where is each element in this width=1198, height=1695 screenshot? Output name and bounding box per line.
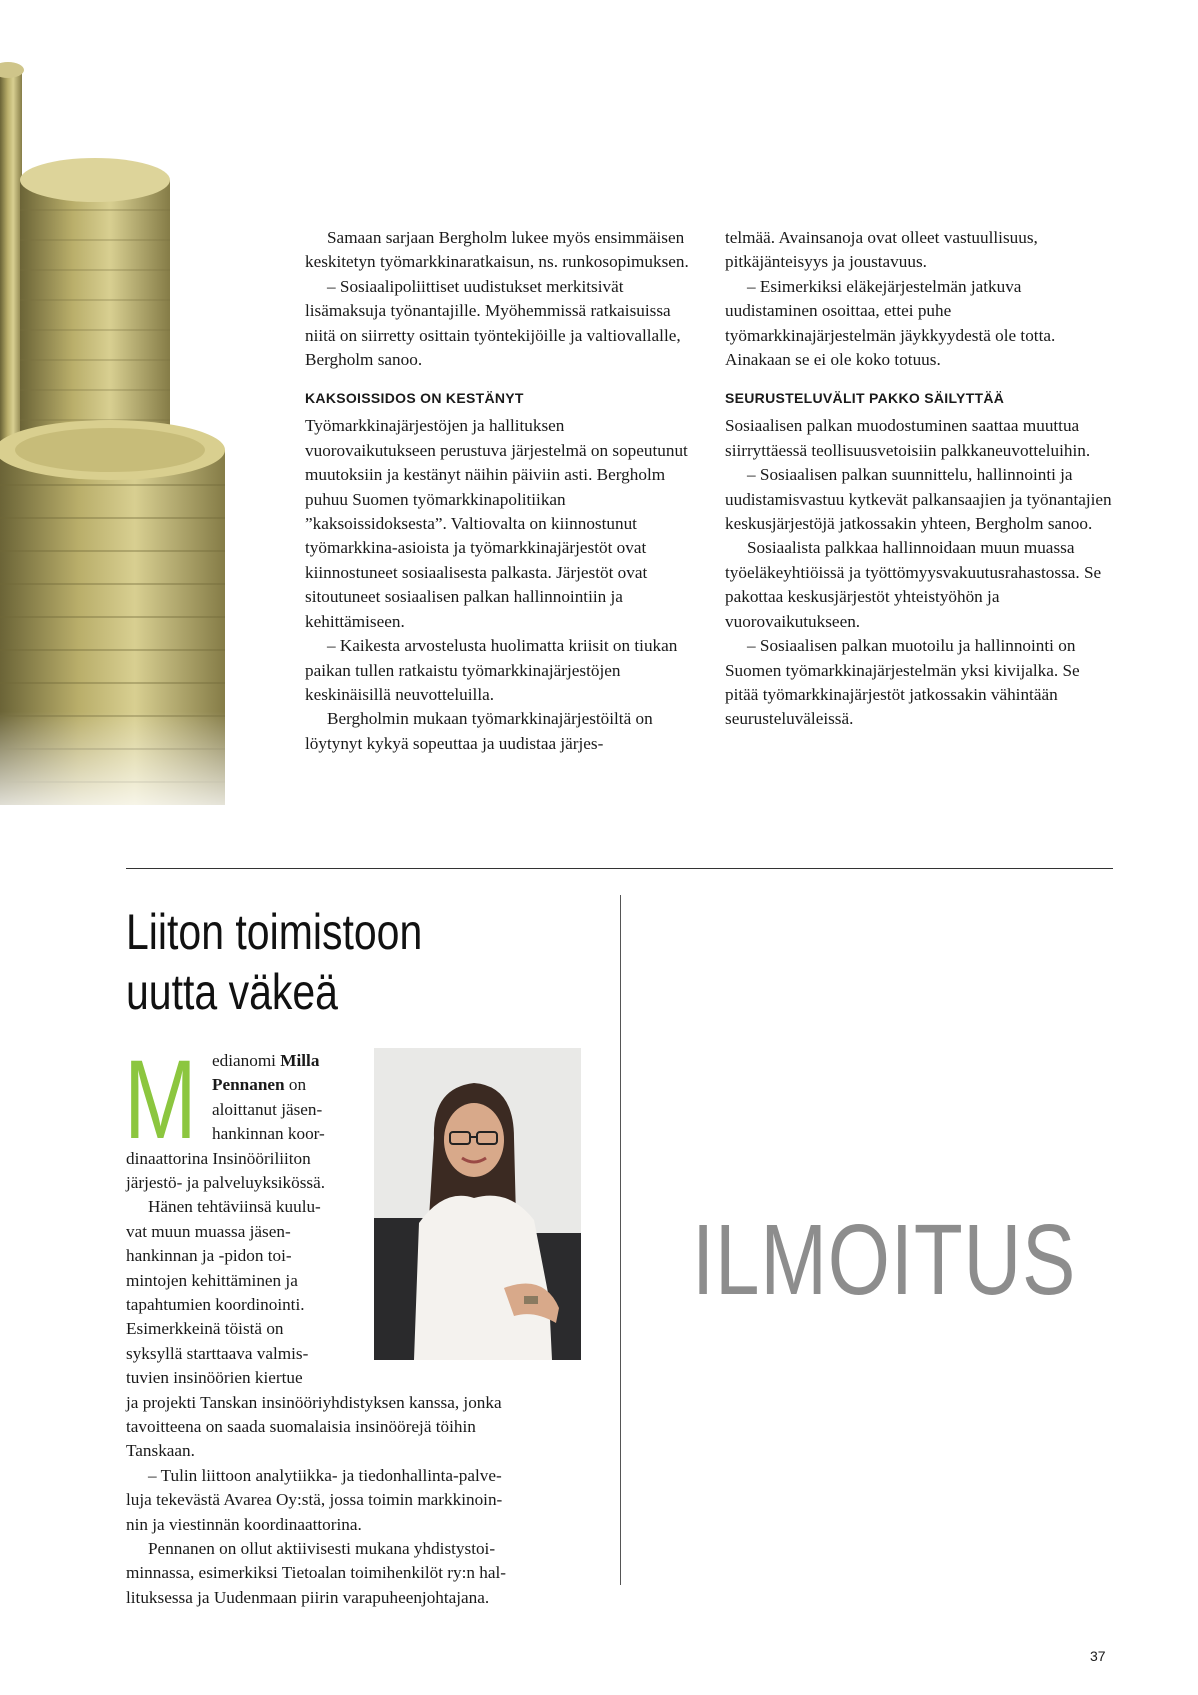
person-name: Milla — [280, 1051, 320, 1070]
subheading: SEURUSTELUVÄLIT PAKKO SÄILYTTÄÄ — [725, 390, 1005, 407]
column-divider — [620, 895, 621, 1585]
text-line: hankinnan koor- — [212, 1124, 325, 1144]
text-line: vat muun muassa jäsen- — [126, 1221, 291, 1241]
paragraph: Työmarkkinajärjestöjen ja hallituksen vuorovaikutukseen perustuva järjestelmä on sopeutunut muutoksiin ja kestänyt näihin päiviin asti. Bergholm puhuu Suomen työmarkkinapolitiikan ”kaksoissidoksesta”. Valtiovalta on kiinnostunut työmarkkina-asioista ja työmarkkinajärjestöt ovat kiinnostuneet sosiaalisesta palkasta. Järjestöt ovat sitoutuneet sosiaalisen palkan hallinnointiin ja kehittämiseen. — [305, 416, 688, 631]
paragraph: – Kaikesta arvostelusta huolimatta kriisit on tiukan paikan tullen ratkaistu työmarkkinajärjestöjen keskinäisillä neuvotteluilla. — [305, 636, 678, 704]
text-line: hankinnan ja -pidon toi- — [126, 1246, 292, 1266]
headline-line-2: uutta väkeä — [126, 964, 338, 1020]
text-line: – Tulin liittoon analytiikka- ja tiedonhallinta-palve- — [148, 1465, 502, 1485]
paragraph: – Sosiaalipoliittiset uudistukset merkitsivät lisämaksuja työnantajille. Myöhemmissä ratkaisuissa niitä on siirretty osittain työntekijöille ja valtiovallalle, Bergholm sanoo. — [305, 276, 681, 370]
text-line: mintojen kehittäminen ja — [126, 1270, 298, 1290]
article-column-2 — [725, 226, 1113, 732]
portrait-photo — [374, 1048, 581, 1360]
paragraph: – Sosiaalisen palkan muotoilu ja hallinnointi on Suomen työmarkkinajärjestelmän yksi kivijalka. Se pitää työmarkkinajärjestöt jatkossakin vähintään seurusteluväleissä. — [725, 636, 1080, 729]
text-line: tavoitteena on saada suomalaisia insinöörejä töihin — [126, 1417, 476, 1436]
text-line: ja projekti Tanskan insinööriyhdistyksen kanssa, jonka — [126, 1392, 502, 1412]
text-run: on — [284, 1075, 307, 1095]
text-line: nin ja viestinnän koordinaattorina. — [126, 1514, 362, 1534]
paragraph: – Sosiaalisen palkan suunnittelu, hallinnointi ja uudistamisvastuu kytkevät palkansaajien ja työnantajien keskusjärjestöjä jatkossakin yhteen, Bergholm sanoo. — [725, 465, 1112, 534]
text-line: Esimerkkeinä töistä on — [126, 1319, 284, 1339]
text-line: tuvien insinöörien kiertue — [126, 1368, 303, 1388]
text-line: Pennanen on ollut aktiivisesti mukana yhdistystoi- — [148, 1539, 496, 1558]
text-line: dinaattorina Insinööriliiton — [126, 1148, 311, 1168]
paragraph: Sosiaalisen palkan muodostuminen saattaa muuttua siirryttäessä teollisuusvetoisiin palkkaneuvotteluihin. — [725, 416, 1091, 460]
person-name: Pennanen — [212, 1075, 285, 1095]
paragraph: telmää. Avainsanoja ovat olleet vastuullisuus, pitkäjänteisyys ja joustavuus. — [725, 228, 1038, 272]
text-line: minnassa, esimerkiksi Tietoalan toimihenkilöt ry:n hal- — [126, 1563, 506, 1583]
text-line: luja tekevästä Avarea Oy:stä, jossa toimin markkinoin- — [126, 1490, 503, 1510]
page-number: 37 — [1090, 1648, 1106, 1664]
text-line: lituksessa ja Uudenmaan piirin varapuheenjohtajana. — [126, 1587, 490, 1607]
text-line: tapahtumien koordinointi. — [126, 1295, 305, 1314]
headline-line-1: Liiton toimistoon — [126, 904, 423, 960]
text-line: syksyllä starttaava valmis- — [126, 1343, 309, 1363]
advertisement-placeholder: ILMOITUS — [692, 1204, 1077, 1316]
text-line — [212, 1049, 319, 1073]
text-line: järjestö- ja palveluyksikössä. — [126, 1173, 326, 1192]
drop-cap: M — [124, 1037, 197, 1162]
text-run: edianomi — [212, 1051, 281, 1070]
coin-stack-photo — [0, 40, 245, 830]
section-divider — [126, 868, 1113, 869]
paragraph: Bergholmin mukaan työmarkkinajärjestöiltä on löytynyt kykyä sopeuttaa ja uudistaa järjes- — [305, 709, 653, 753]
text-line: Hänen tehtäviinsä kuulu- — [148, 1197, 321, 1217]
paragraph: – Esimerkiksi eläkejärjestelmän jatkuva uudistaminen osoittaa, ettei puhe työmarkkinajärjestelmän jäykkyydestä ole totta. Ainakaan se ei ole koko totuus. — [725, 276, 1056, 370]
text-line: Tanskaan. — [126, 1441, 195, 1461]
article-headline — [126, 902, 520, 1022]
subheading: KAKSOISSIDOS ON KESTÄNYT — [305, 390, 524, 407]
text-line: aloittanut jäsen- — [212, 1099, 323, 1119]
paragraph: Samaan sarjaan Bergholm lukee myös ensimmäisen keskitetyn työmarkkinaratkaisun, ns. runkosopimuksen. — [305, 228, 689, 272]
article-column-1 — [305, 226, 690, 756]
text-line — [212, 1073, 306, 1097]
paragraph: Sosiaalista palkkaa hallinnoidaan muun muassa työeläkeyhtiöissä ja työttömyysvakuutusrahastossa. Se pakottaa keskusjärjestöt yhteistyöhön ja vuorovaikutukseen. — [725, 538, 1102, 631]
